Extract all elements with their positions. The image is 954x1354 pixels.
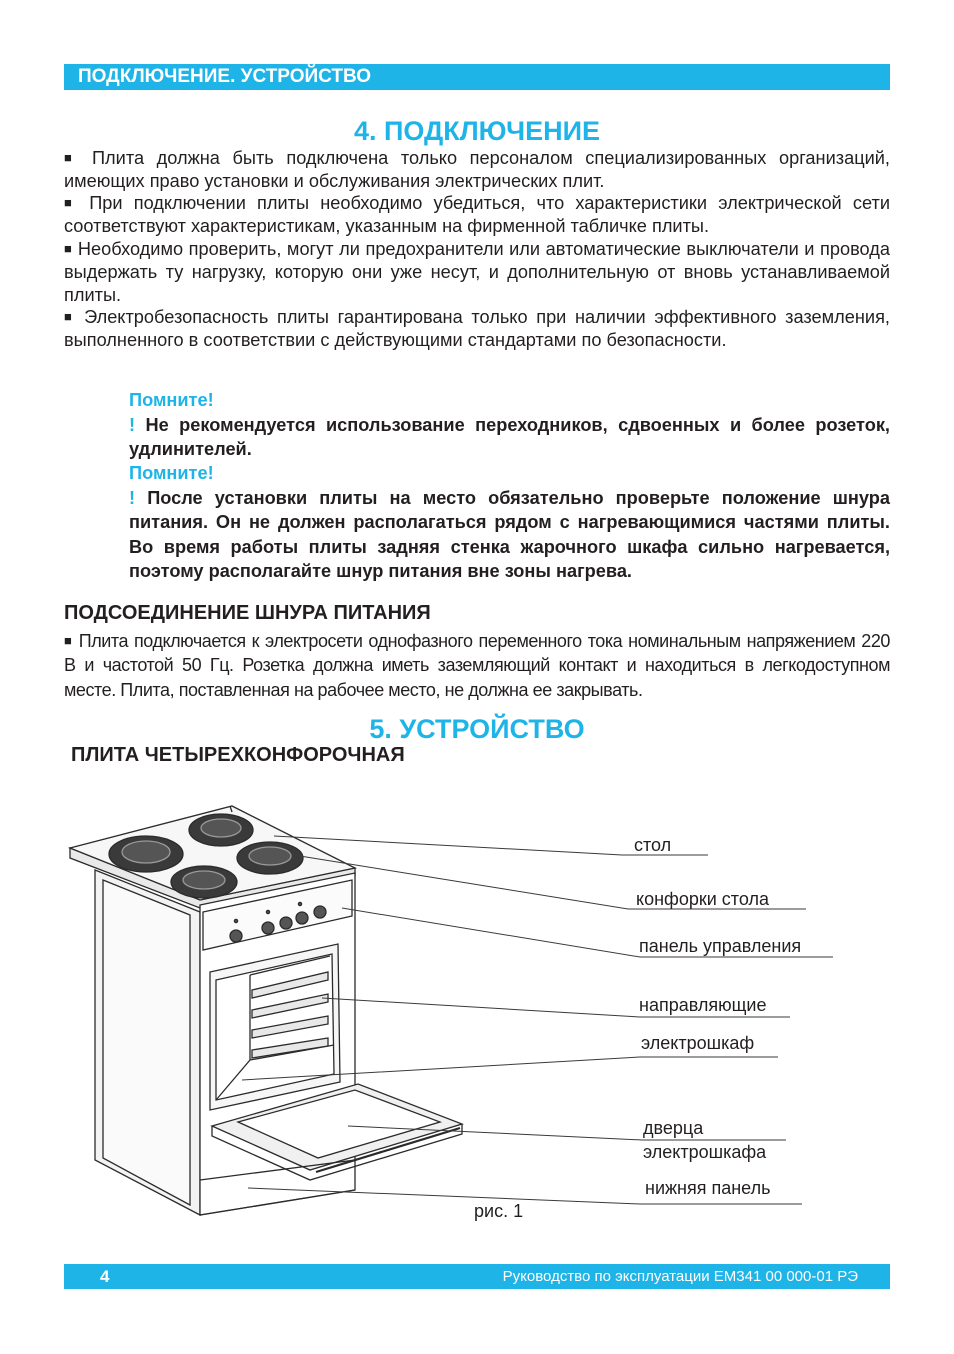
label-table: стол bbox=[634, 835, 672, 855]
bullet-mark: ■ bbox=[64, 241, 73, 256]
paragraph-1-text: Плита должна быть подключена только персоналом специализированных организаций, имеющих право установки и обслуживания электрических плит. bbox=[64, 148, 890, 191]
note-2-header: Помните! bbox=[129, 463, 214, 483]
label-control-panel: панель управления bbox=[639, 936, 802, 956]
page-number: 4 bbox=[100, 1267, 110, 1286]
label-burners: конфорки стола bbox=[636, 889, 769, 909]
bullet-mark: ■ bbox=[64, 195, 78, 210]
power-cord-title: ПОДСОЕДИНЕНИЕ ШНУРА ПИТАНИЯ bbox=[64, 602, 431, 624]
note-1-text: Не рекомендуется использование переходников, сдвоенных и более розеток, удлинителей. bbox=[129, 414, 890, 460]
note-2-text: После установки плиты на место обязательно проверьте положение шнура питания. Он не должен располагаться рядом с нагревающимися частями плиты. Во время работы плиты задняя стенка жарочного шкафа сильно нагревается, поэтому располагайте шнур питания вне зоны нагрева. bbox=[129, 487, 890, 582]
bullet-mark: ■ bbox=[64, 150, 80, 165]
warning-mark: ! bbox=[129, 414, 136, 435]
paragraph-4-text: Электробезопасность плиты гарантирована только при наличии эффективного заземления, выполненного в соответствии с действующими стандартами по безопасности. bbox=[64, 307, 890, 350]
section-5-title: 5. УСТРОЙСТВО bbox=[369, 714, 585, 744]
label-door-line1: дверца bbox=[643, 1118, 704, 1138]
bullet-mark: ■ bbox=[64, 633, 73, 648]
label-bottom-panel: нижняя панель bbox=[645, 1178, 771, 1198]
paragraph-2-text: При подключении плиты необходимо убедиться, что характеристики электрической сети соответствуют характеристикам, указанным на фирменной табличке плиты. bbox=[64, 193, 890, 236]
figure-caption: рис. 1 bbox=[474, 1201, 524, 1221]
header-title: ПОДКЛЮЧЕНИЕ. УСТРОЙСТВО bbox=[78, 66, 372, 87]
section-5-subtitle: ПЛИТА ЧЕТЫРЕХКОНФОРОЧНАЯ bbox=[71, 744, 405, 766]
warning-mark: ! bbox=[129, 487, 136, 508]
note-1-header: Помните! bbox=[129, 390, 214, 410]
power-cord-text: Плита подключается к электросети однофазного переменного тока номинальным напряжением 220 В и частотой 50 Гц. Розетка должна иметь заземляющий контакт и находиться в легкодоступном месте. Плита, поставленная на рабочее место, не должна ее закрывать. bbox=[64, 631, 890, 700]
document-reference: Руководство по эксплуатации ЕМ341 00 000-01 РЭ bbox=[502, 1268, 858, 1285]
paragraph-3-text: Необходимо проверить, могут ли предохранители или автоматические выключатели и провода выдержать ту нагрузку, которую они уже несут, и дополнительную от вновь устанавливаемой плиты. bbox=[64, 239, 890, 305]
label-oven: электрошкаф bbox=[641, 1033, 755, 1053]
label-door-line2: электрошкафа bbox=[643, 1142, 767, 1162]
section-4-title: 4. ПОДКЛЮЧЕНИЕ bbox=[353, 116, 601, 146]
bullet-mark: ■ bbox=[64, 309, 76, 324]
label-guides: направляющие bbox=[639, 995, 767, 1015]
footer-band bbox=[64, 1264, 890, 1289]
